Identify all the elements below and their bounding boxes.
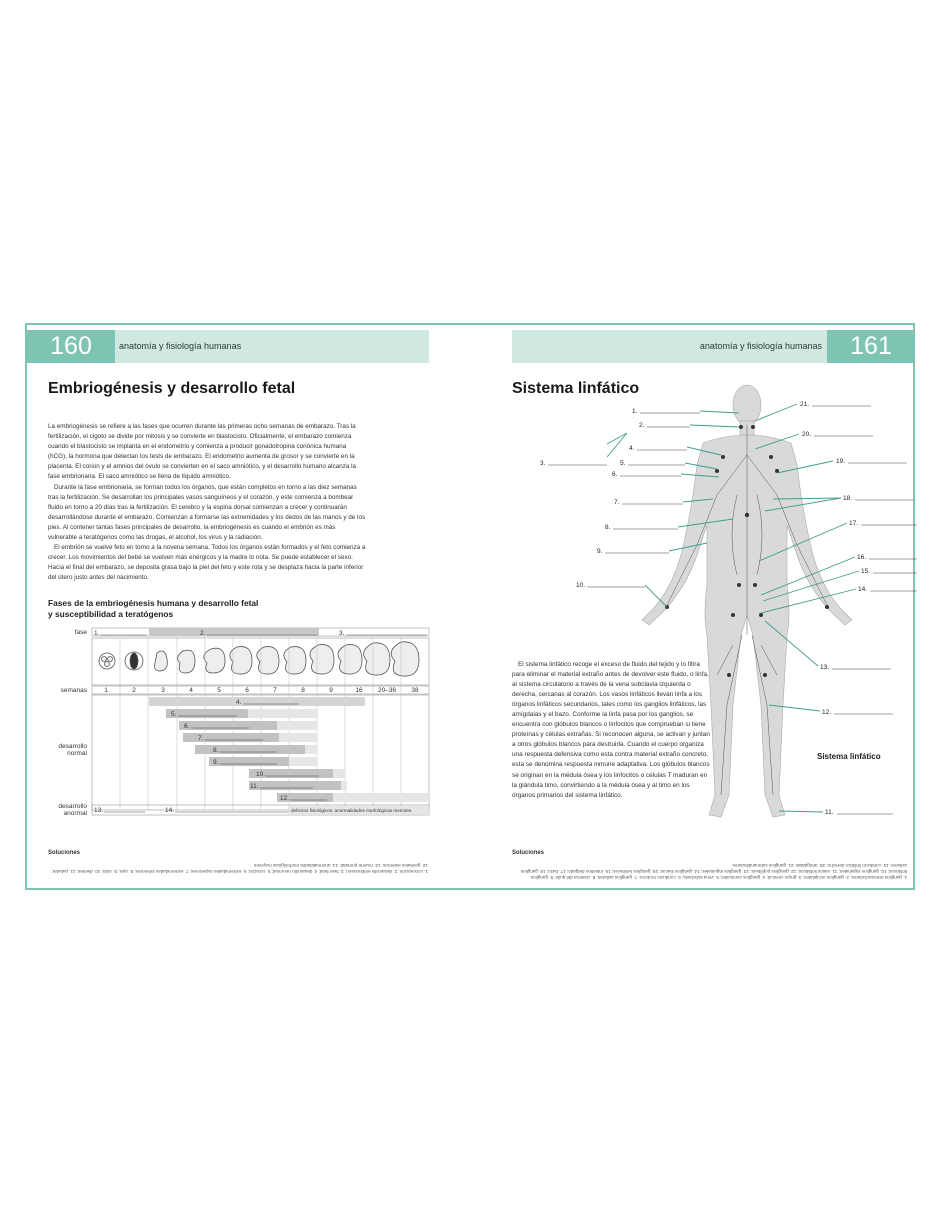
blank-6: 6.: [184, 723, 190, 730]
left-solutions-text: 1. concepción; 2. desarrollo embrionario; 3. fase fetal; 4. desarrollo neuronal; 5. corazón; 6. extremidades superiores; 7. extremidades inferiores; 8. ojos; 9. oído; 10. dientes; 11. paladar; 12. genitales externos; 13. muerte prenatal; 14. anormalidades morfológicas mayores: [51, 863, 428, 874]
callout-12: 12.: [822, 709, 832, 716]
left-callouts: [540, 408, 700, 589]
left-body-text: [48, 422, 366, 584]
blank-10: 10.: [256, 771, 266, 778]
chart-subtitle-line-2: y susceptibilidad a teratógenos: [48, 609, 174, 619]
callout-17: 17.: [849, 520, 859, 527]
semana-8: 8: [301, 687, 305, 694]
right-solutions-text: 1. ganglios retroauriculares; 2. ganglios occipitales; 3. grupo cervical; 4. ganglios cervicales; 5. vena subclavia; 6. conducto torácico; 7. ganglios axilares; 8. cisterna del quilo; 9. ganglios linfáticos; 10. ganglios inguinales; 11. vasos linfáticos; 12. ganglios poplíteos; 13. ganglios inguinales; 14. ganglios ilíacos; 15. ganglios lumbares; 16. intestino delgado; 17. bazo; 18. ganglios axilares; 19. conducto linfático derecho; 20. amígdalas; 21. ganglios submandibulares: [520, 863, 907, 880]
row-label-anormal-2: anormal: [63, 810, 87, 817]
blank-13: 13.: [94, 807, 104, 814]
defect-note: defectos fisiológicos, anormalidades morfológicas menores: [291, 808, 412, 813]
callout-2: 2.: [639, 422, 645, 429]
callout-7: 7.: [614, 499, 620, 506]
figure-label: Sistema linfático: [817, 752, 881, 761]
semana-38: 38: [411, 687, 419, 694]
callout-5: 5.: [620, 460, 626, 467]
row-label-fase: fase: [74, 629, 87, 636]
callout-4: 4.: [629, 445, 635, 452]
callout-16: 16.: [857, 554, 867, 561]
blank-8: 8.: [213, 747, 219, 754]
left-paragraph-2: Durante la fase embrionaria, se forman todos los órganos, que están completos en torno a las diez semanas tras la fertilización. Se desarrollan los principales vasos sanguíneos y el corazón, y este comienza a bombear fluido en torno a 20 días tras la fertilización. El cerebro y la espina dorsal comienzan a crecer y continuarán desarrollándose durante el embarazo. Comienzan a formarse las extremidades y los dedos de las manos y de los pies. Al contener tantas fases principales de desarrollo, la embriogénesis es cuando el embrión es más vulnerable a teratógenos como las drogas, el alcohol, los virus y la radiación.: [48, 483, 366, 542]
blank-12: 12.: [280, 795, 290, 802]
blank-4: 4.: [236, 699, 242, 706]
semana-2: 2: [132, 687, 136, 694]
callout-18: 18.: [843, 495, 853, 502]
lymph-vessels: [667, 425, 830, 795]
semana-1: 1: [104, 687, 108, 694]
callout-13: 13.: [820, 664, 830, 671]
blank-14: 14.: [165, 807, 175, 814]
callout-14: 14.: [858, 586, 868, 593]
callout-10: 10.: [576, 582, 586, 589]
blank-11: 11.: [250, 783, 259, 790]
book-spread: [25, 323, 915, 890]
right-running-header: anatomía y fisiología humanas: [699, 341, 822, 351]
callout-21: 21.: [800, 401, 810, 408]
fase-label-2: 2.: [200, 630, 206, 637]
row-label-normal-2: normal: [67, 750, 87, 757]
right-header-band: [512, 330, 915, 363]
semana-9: 9: [329, 687, 333, 694]
right-solutions-label: Soluciones: [512, 850, 545, 856]
callout-15: 15.: [861, 568, 871, 575]
left-page-title: Embriogénesis y desarrollo fetal: [48, 380, 296, 397]
semana-6: 6: [245, 687, 249, 694]
callout-1: 1.: [632, 408, 638, 415]
blank-5: 5.: [171, 711, 177, 718]
fetal-development-chart: [37, 625, 437, 820]
left-solutions-label: Soluciones: [48, 850, 81, 856]
left-header-band: [27, 330, 429, 363]
fase-label-3: 3.: [339, 630, 345, 637]
right-page-title: Sistema linfático: [512, 380, 640, 397]
row-label-semanas: semanas: [60, 687, 87, 694]
fase-label-1: 1.: [94, 630, 100, 637]
semana-3: 3: [161, 687, 165, 694]
callout-9: 9.: [597, 548, 603, 555]
callout-6: 6.: [612, 471, 618, 478]
chart-subtitle: [48, 598, 258, 620]
callout-8: 8.: [605, 524, 611, 531]
callout-19: 19.: [836, 458, 846, 465]
semana-5: 5: [217, 687, 221, 694]
blank-9: 9.: [213, 759, 219, 766]
semana-20-36: 20–36: [377, 687, 397, 694]
lymphatic-system-figure: [507, 375, 917, 845]
chart-subtitle-line-1: Fases de la embriogénesis humana y desarrollo fetal: [48, 598, 259, 608]
left-paragraph-1: La embriogénesis se refiere a las fases que ocurren durante las primeras ocho semanas de embarazo. Tras la fertilización, el cigoto se divide por mitosis y se convierte en blastocisto. Oficialmente, el embarazo comienza cuando el blastocisto se implanta en el endometrio y comienza a producir gonadotropina coriónica humana (hCG), la hormona que detectan los tests de embarazo. El endometrio aumenta de grosor y se convierte en la placenta. El corion y el amnios del óvulo se convierten en el saco amniótico, y el desarrollo humano alcanza la fase embrionaria. El saco amniótico se llena de líquido amniótico.: [48, 423, 357, 481]
left-running-header: anatomía y fisiología humanas: [119, 341, 242, 351]
blank-7: 7.: [198, 735, 204, 742]
callout-20: 20.: [802, 431, 812, 438]
left-page-number: 160: [27, 330, 115, 363]
semana-4: 4: [189, 687, 193, 694]
left-paragraph-3: El embrión se vuelve feto en torno a la novena semana. Todos los órganos están formados y el feto comienza a crecer. Los movimientos del bebé se vuelven más enérgicos y la madre lo nota. Se puede establecer el sexo. Hacia el final del embarazo, se deposita grasa bajo la piel del feto y este rota y se desplaza hacia la parte inferior del útero justo antes del nacimiento.: [48, 544, 366, 582]
callout-3: 3.: [540, 460, 546, 467]
row-label-anormal-1: desarrollo: [58, 803, 87, 810]
right-paragraph: El sistema linfático recoge el exceso de fluido del tejido y lo filtra para eliminar el material extraño antes de devolver este fluido, o linfa, al sistema circulatorio a través de la vena subclavia izquierda o derecha, cercanas al corazón. Los vasos linfáticos llevan linfa a los órganos linfáticos secundarios, tales como los ganglios linfáticos, las amígdalas y el bazo. Conforme la linfa pasa por los ganglios, se encuentra con glóbulos blancos o linfocitos que comprueban si tiene proteínas y células extrañas. Si reconocen alguna, se activan y juntan a otros glóbulos blancos para destruirla. Cuando el cuerpo organiza una respuesta defensiva como esta contra material extraño concreto, esta se denomina respuesta inmune adaptativa. Los glóbulos blancos se originan en la médula ósea y los linfocitos o células T maduran en la glándula timo, convirtiendo a la médula ósea y al timo en los órganos primarios del sistema linfático.: [512, 661, 710, 799]
right-page-number: 161: [827, 330, 915, 363]
semana-16: 16: [355, 687, 363, 694]
row-label-normal-1: desarrollo: [58, 743, 87, 750]
semana-7: 7: [273, 687, 277, 694]
callout-11: 11.: [825, 809, 834, 816]
